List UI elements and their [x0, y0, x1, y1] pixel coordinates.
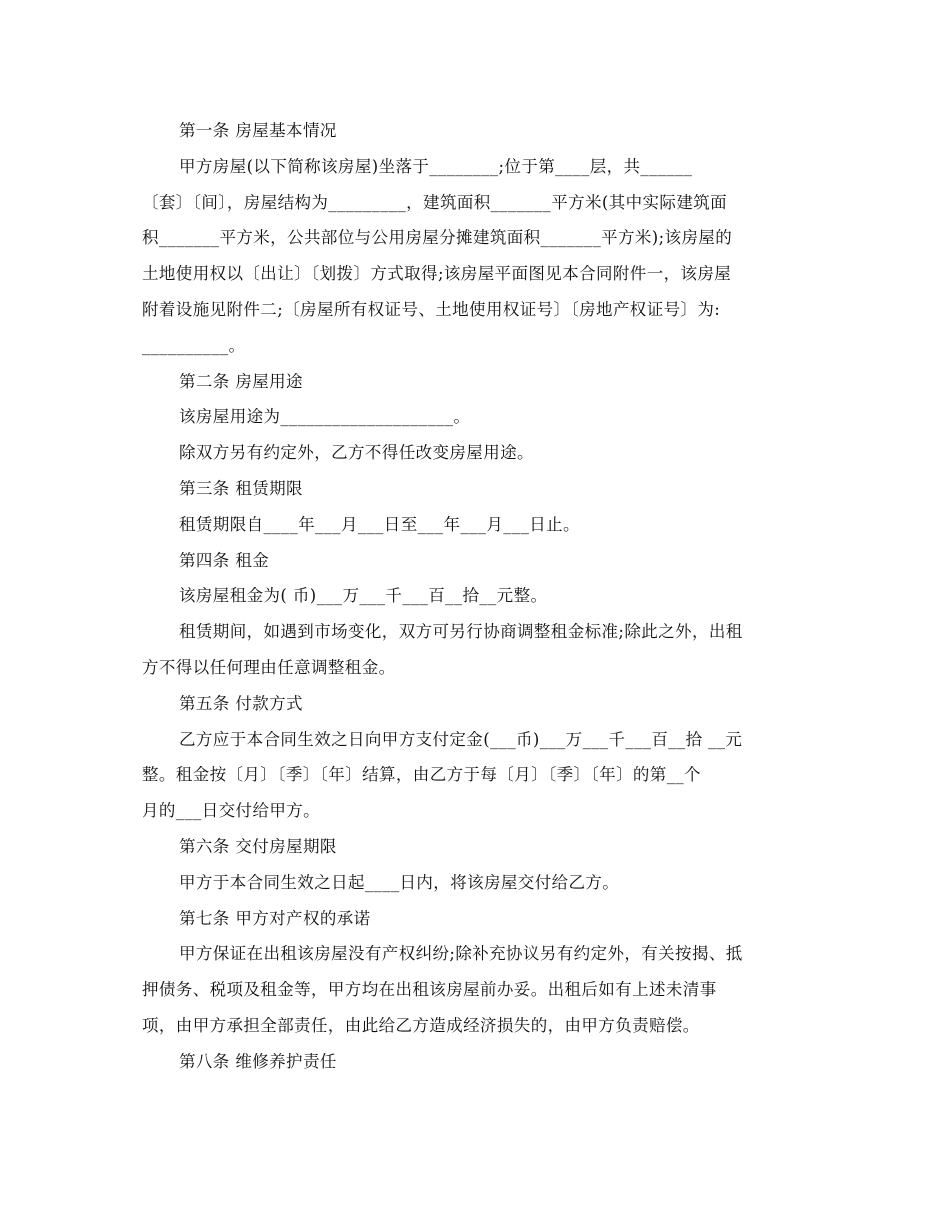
text-line: 积_______平方米，公共部位与公用房屋分摊建筑面积_______平方米);该房屋的 — [142, 228, 733, 248]
text-line: 押债务、税项及租金等，甲方均在出租该房屋前办妥。出租后如有上述未清事 — [142, 980, 717, 1000]
text-line: 第七条 甲方对产权的承诺 — [179, 908, 371, 928]
text-line: 土地使用权以〔出让〕〔划拨〕方式取得;该房屋平面图见本合同附件一，该房屋 — [142, 264, 732, 284]
text-line: 租赁期间，如遇到市场变化，双方可另行协商调整租金标准;除此之外，出租 — [179, 622, 743, 642]
text-line: 乙方应于本合同生效之日向甲方支付定金(___币)___万___千___百__拾 __元 — [179, 729, 743, 749]
text-line: 甲方于本合同生效之日起____日内，将该房屋交付给乙方。 — [179, 872, 620, 892]
text-line: 第五条 付款方式 — [179, 693, 303, 713]
text-line: 第一条 房屋基本情况 — [179, 121, 337, 140]
text-line: 月的___日交付给甲方。 — [142, 801, 321, 821]
text-line: 该房屋租金为( 币)___万___千___百__拾__元整。 — [179, 586, 548, 606]
text-line: 方不得以任何理由任意调整租金。 — [142, 657, 396, 677]
text-line: 第六条 交付房屋期限 — [179, 836, 337, 856]
text-line: 项，由甲方承担全部责任，由此给乙方造成经济损失的，由甲方负责赔偿。 — [142, 1015, 700, 1035]
text-line: 第二条 房屋用途 — [179, 371, 303, 391]
text-line: 租赁期限自____年___月___日至___年___月___日止。 — [179, 514, 580, 534]
text-line: 附着设施见附件二;〔房屋所有权证号、土地使用权证号〕〔房地产权证号〕为: — [142, 299, 721, 319]
text-line: 除双方另有约定外，乙方不得任改变房屋用途。 — [179, 443, 534, 463]
text-line: 第四条 租金 — [179, 550, 270, 570]
text-line: 整。租金按〔月〕〔季〕〔年〕结算，由乙方于每〔月〕〔季〕〔年〕的第__个 — [142, 765, 701, 785]
text-line: 该房屋用途为____________________。 — [179, 407, 471, 427]
text-line: 第八条 维修养护责任 — [179, 1051, 337, 1071]
text-line: 第三条 租赁期限 — [179, 478, 303, 498]
contract-page — [142, 113, 804, 1080]
text-line: 甲方保证在出租该房屋没有产权纠纷;除补充协议另有约定外，有关按揭、抵 — [179, 944, 743, 964]
text-line: __________。 — [142, 335, 246, 355]
text-line: 甲方房屋(以下简称该房屋)坐落于________;位于第____层，共______ — [179, 156, 693, 176]
text-line: 〔套〕〔间〕，房屋结构为_________，建筑面积_______平方米(其中实际建筑面 — [142, 192, 728, 212]
